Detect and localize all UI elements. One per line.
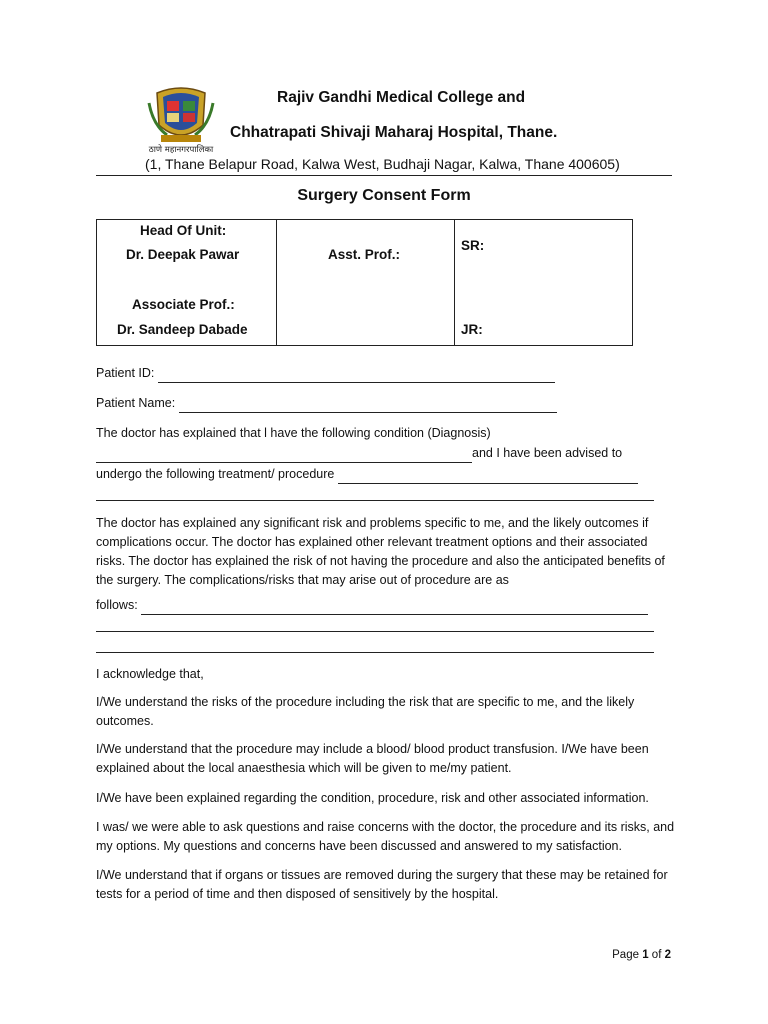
page-number — [612, 949, 671, 961]
patient-name-input-line[interactable] — [179, 398, 557, 413]
follows-line — [96, 595, 648, 615]
form-title: Surgery Consent Form — [297, 187, 471, 204]
jr-label: JR: — [461, 322, 483, 337]
risk-paragraph: The doctor has explained any significant risk and problems specific to me, and the likely outcomes if complications occur. The doctor has explained other relevant treatment options and their associated risks. The doctor has explained the risk of not having the procedure and also the anticipated benefits of the surgery. The complications/risks that may arise out of procedure are as — [96, 516, 665, 587]
page-current: 1 — [642, 949, 649, 961]
acknowledge-item-1: I/We understand the risks of the procedure including the risk that are specific to me, and the likely outcomes. — [96, 695, 635, 728]
patient-id-label: Patient ID: — [96, 366, 155, 380]
page-word: Page — [612, 949, 639, 961]
college-name-line2: Chhatrapati Shivaji Maharaj Hospital, Thane. — [230, 124, 558, 141]
acknowledge-item-2: I/We understand that the procedure may include a blood/ blood product transfusion. I/We have been explained about the local anaesthesia which will be given to me/my patient. — [96, 742, 649, 775]
follows-label: follows: — [96, 598, 138, 612]
advised-text: and I have been advised to — [472, 446, 623, 460]
college-name-line1: Rajiv Gandhi Medical College and — [277, 89, 526, 106]
acknowledge-item-4: I was/ we were able to ask questions and raise concerns with the doctor, the procedure and its risks, and my options. My questions and concerns have been discussed and answered to my satisfaction. — [96, 820, 675, 853]
patient-id-input-line[interactable] — [158, 368, 555, 383]
acknowledge-item-5: I/We understand that if organs or tissues are removed during the surgery that these may be retained for tests for a period of time and then disposed of sensitively by the hospital. — [96, 868, 668, 901]
patient-name-label: Patient Name: — [96, 396, 176, 410]
complications-input-line-1[interactable] — [141, 600, 648, 615]
treatment-input-line[interactable] — [338, 469, 638, 484]
complications-input-line-2[interactable] — [96, 631, 654, 632]
associate-prof-name: Dr. Sandeep Dabade — [117, 322, 248, 337]
complications-input-line-3[interactable] — [96, 652, 654, 653]
asst-prof-cell — [277, 220, 455, 346]
head-of-unit-name: Dr. Deepak Pawar — [126, 247, 240, 262]
patient-id-field — [96, 363, 555, 383]
of-word: of — [651, 949, 662, 961]
residents-cell — [455, 220, 633, 346]
treatment-label: undergo the following treatment/ procedure — [96, 467, 335, 481]
acknowledge-item-3: I/We have been explained regarding the condition, procedure, risk and other associated information. — [96, 791, 649, 805]
acknowledge-intro: I acknowledge that, — [96, 667, 204, 681]
diagnosis-line — [96, 443, 622, 463]
unit-staff-table — [96, 219, 633, 346]
associate-prof-label: Associate Prof.: — [132, 297, 235, 312]
logo-caption: ठाणे महानगरपालिका — [148, 145, 214, 155]
sr-label: SR: — [461, 238, 485, 253]
college-address: (1, Thane Belapur Road, Kalwa West, Budhaji Nagar, Kalwa, Thane 400605) — [145, 156, 620, 172]
head-unit-cell — [97, 220, 277, 346]
patient-name-field — [96, 393, 557, 413]
diagnosis-input-line[interactable] — [96, 448, 472, 463]
diagnosis-intro: The doctor has explained that l have the following condition (Diagnosis) — [96, 426, 491, 440]
treatment-input-line-2[interactable] — [96, 500, 654, 501]
asst-prof-label: Asst. Prof.: — [328, 247, 401, 262]
page-total: 2 — [664, 949, 671, 961]
treatment-line — [96, 464, 638, 484]
header-divider — [96, 175, 672, 176]
head-of-unit-label: Head Of Unit: — [140, 223, 227, 238]
